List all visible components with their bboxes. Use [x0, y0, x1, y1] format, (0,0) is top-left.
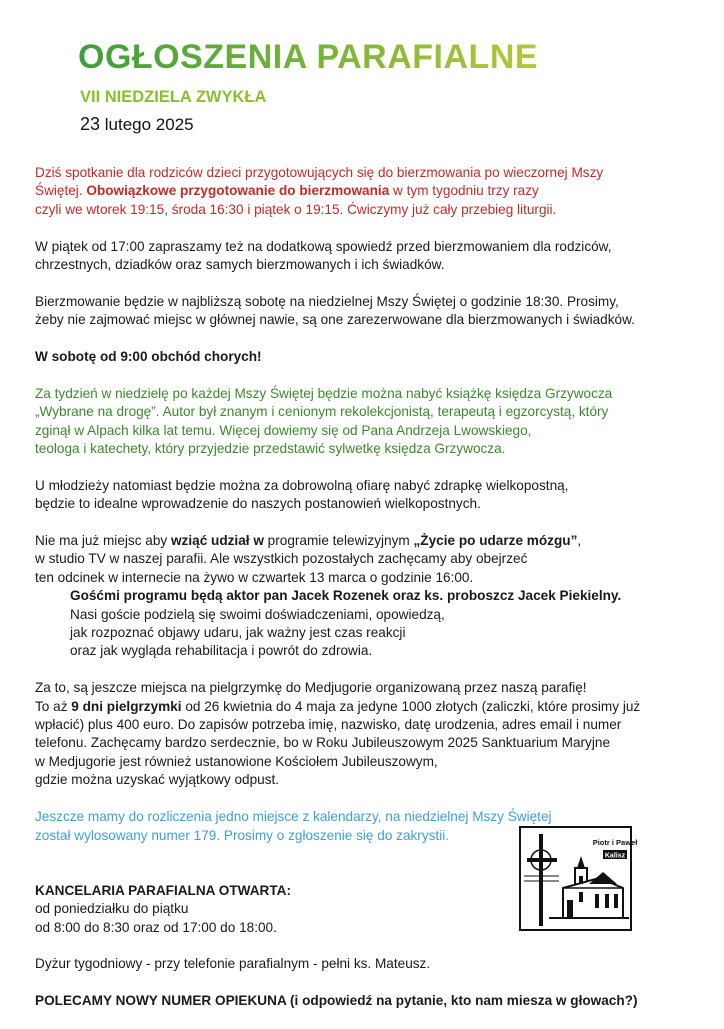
text-emphasis: 9 dni pielgrzymki [71, 698, 182, 714]
text-line: oraz jak wygląda rehabilitacja i powrót do zdrowia. [70, 643, 373, 659]
text-line: Jeszcze mamy do rozliczenia jedno miejsce z kalendarzy, na niedzielnej Mszy Świętej [35, 809, 552, 825]
text-line: Nasi goście podzielą się swoimi doświadczeniami, opowiedzą, [70, 606, 445, 622]
text-span: Nie ma już miejsc aby [35, 533, 171, 549]
announcement-book [35, 385, 707, 459]
logo-city: Kalisz [604, 852, 626, 860]
text-line: w studio TV w naszej parafii. Ale wszystkich pozostałych zachęcamy aby obejrzeć [35, 551, 528, 567]
text-line: w Medjugorie jest również ustanowione Kościołem Jubileuszowym, [35, 753, 438, 769]
office-heading: KANCELARIA PARAFIALNA OTWARTA: [35, 882, 291, 898]
announcement-confirmation-date [35, 293, 707, 330]
text-line: W sobotę od 9:00 obchód chorych! [35, 349, 262, 365]
text-line: wpłacić) plus 400 euro. Do zapisów potrzeba imię, nazwisko, datę urodzenia, adres email i numer [35, 717, 622, 733]
text-line: chrzestnych, dziadków oraz samych bierzmowanych i ich świadków. [35, 257, 445, 273]
page-subtitle: VII NIEDZIELA ZWYKŁA [80, 88, 267, 106]
text-line: W piątek od 17:00 zapraszamy też na dodatkową spowiedź przed bierzmowaniem dla rodziców, [35, 238, 612, 254]
text-line [35, 182, 707, 200]
page-title: OGŁOSZENIA PARAFIALNE [78, 38, 539, 76]
date-month-year: lutego 2025 [100, 115, 194, 134]
text-line: czyli we wtorek 19:15, środa 16:30 i piątek o 19:15. Ćwiczymy już cały przebieg liturgii. [35, 201, 557, 217]
text-span: Świętej. [35, 183, 87, 199]
text-line: od poniedziałku do piątku [35, 901, 189, 917]
text-span: , [577, 533, 582, 549]
announcement-sick-visit [35, 348, 707, 366]
text-span: od 26 kwietnia do 4 maja za jedyne 1000 złotych (zaliczki, które prosimy już [181, 698, 641, 714]
text-line: będzie to idealne wprowadzenie do naszych postanowień wielkopostnych. [35, 496, 481, 512]
announcement-confirmation-meeting [35, 164, 707, 219]
text-line: Dziś spotkanie dla rodziców dzieci przygotowujących się do bierzmowania po wieczornej Mszy [35, 165, 604, 180]
text-line: zginął w Alpach kilka lat temu. Więcej dowiemy się od Pana Andrzeja Lwowskiego, [35, 422, 532, 438]
text-line: żeby nie zajmować miejsc w głównej nawie, są one zarezerwowane dla bierzmowanych i świadków. [35, 312, 635, 328]
text-line: POLECAMY NOWY NUMER OPIEKUNA (i odpowiedź na pytanie, kto nam miesza w głowach?) [35, 993, 638, 1009]
text-emphasis: Obowiązkowe przygotowanie do bierzmowania [86, 183, 390, 199]
logo-name: Piotr i Paweł [592, 838, 638, 847]
text-line: Gośćmi programu będą aktor pan Jacek Rozenek oraz ks. proboszcz Jacek Piekielny. [70, 588, 622, 604]
text-line: gdzie można uzyskać wyjątkowy odpust. [35, 772, 280, 788]
text-line [35, 532, 707, 550]
text-span: w tym tygodniu trzy razy [389, 183, 539, 199]
announcement-confession [35, 238, 707, 275]
text-line: teologa i katechety, który przyjedzie przedstawić sylwetkę księdza Grzywocza. [35, 441, 506, 457]
text-emphasis: wziąć udział w [170, 533, 264, 549]
announcement-date [80, 114, 194, 135]
duty-info [35, 955, 707, 973]
text-line: Dyżur tygodniowy - przy telefonie parafialnym - pełni ks. Mateusz. [35, 956, 431, 972]
announcement-pilgrimage [35, 679, 707, 789]
text-span: programie telewizyjnym [263, 533, 414, 549]
text-line: „Wybrane na drogę”. Autor był znanym i cenionym rekolekcjonistą, terapeutą i egzorcystą, który [35, 404, 609, 420]
church-logo-graphic [519, 826, 638, 931]
recommendation [35, 992, 707, 1010]
date-day: 23 [80, 114, 101, 134]
text-span: To aż [35, 698, 72, 714]
text-line: Za to, są jeszcze miejsca na pielgrzymkę do Medjugorie organizowaną przez naszą parafię! [35, 680, 587, 696]
text-line: Bierzmowanie będzie w najbliższą sobotę na niedzielnej Mszy Świętej o godzinie 18:30. Prosimy, [35, 293, 619, 309]
text-line: ten odcinek w internecie na żywo w czwartek 13 marca o godzinie 16:00. [35, 569, 474, 585]
text-emphasis: „Życie po udarze mózgu” [413, 533, 578, 549]
text-line: U młodzieży natomiast będzie można za dobrowolną ofiarę nabyć zdrapkę wielkopostną, [35, 477, 569, 493]
text-line: został wylosowany numer 179. Prosimy o zgłoszenie się do zakrystii. [35, 827, 450, 843]
announcement-tv-program [35, 532, 707, 661]
announcement-scratch-card [35, 477, 707, 514]
parish-logo [519, 826, 638, 931]
text-line [35, 698, 707, 716]
text-line: jak rozpoznać objawy udaru, jak ważny jest czas reakcji [70, 625, 406, 641]
text-line: od 8:00 do 8:30 oraz od 17:00 do 18:00. [35, 919, 277, 935]
text-line: telefonu. Zachęcamy bardzo serdecznie, bo w Roku Jubileuszowym 2025 Sanktuarium Maryjne [35, 735, 610, 751]
text-line: Za tydzień w niedzielę po każdej Mszy Świętej będzie można nabyć książkę księdza Grzywocza [35, 385, 613, 401]
